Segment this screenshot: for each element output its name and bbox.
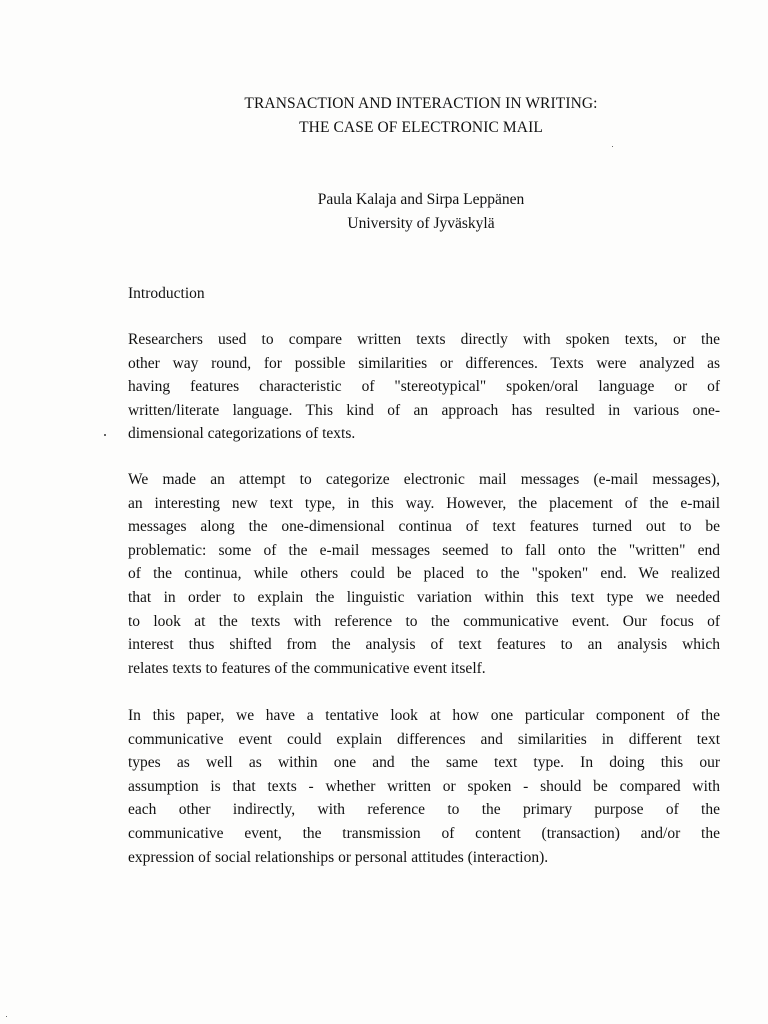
paragraph-line: In this paper, we have a tentative look at how one particular component of the [128,707,720,724]
paragraph-line: We made an attempt to categorize electronic mail messages (e-mail messages), [128,471,720,488]
paragraph-line: messages along the one-dimensional continua of text features turned out to be [128,518,720,536]
paragraph-line: having features characteristic of "stereotypical" spoken/oral language or of [128,378,720,396]
paragraph-line: assumption is that texts - whether written or spoken - should be compared with [128,777,720,795]
scan-speck [612,146,613,147]
paragraph-line: written/literate language. This kind of an approach has resulted in various one- [128,401,720,419]
paragraph-line: that in order to explain the linguistic variation within this text type we needed [128,588,720,606]
title-line-2: THE CASE OF ELECTRONIC MAIL [299,119,543,136]
paragraph-line: expression of social relationships or personal attitudes (interaction). [128,848,549,866]
paragraph-line: of the continua, while others could be placed to the "spoken" end. We realized [128,565,720,583]
author-affiliation: University of Jyväskylä [347,215,495,232]
paragraph-line: interest thus shifted from the analysis of text features to an analysis which [128,636,720,654]
author-names: Paula Kalaja and Sirpa Leppänen [317,191,525,208]
paragraph-line: an interesting new text type, in this way. However, the placement of the e-mail [128,494,720,512]
paragraph-line: communicative event, the transmission of content (transaction) and/or the [128,824,720,842]
scan-speck [104,434,106,436]
paragraph-line: each other indirectly, with reference to the primary purpose of the [128,801,720,819]
paragraph-line: problematic: some of the e-mail messages seemed to fall onto the "written" end [128,541,720,559]
paragraph-line: types as well as within one and the same text type. In doing this our [128,754,720,772]
author-block [0,188,768,236]
paragraph-1 [128,328,720,446]
scan-speck [6,1016,7,1017]
paragraph-3 [128,704,720,869]
paragraph-line: communicative event could explain differences and similarities in different text [128,730,720,748]
title-line-1: TRANSACTION AND INTERACTION IN WRITING: [244,95,598,112]
paragraph-line: other way round, for possible similarities or differences. Texts were analyzed as [128,354,720,372]
paragraph-line: relates texts to features of the communicative event itself. [128,659,486,677]
paragraph-line: dimensional categorizations of texts. [128,425,356,443]
paper-title [0,92,768,140]
section-heading: Introduction [128,285,205,302]
paragraph-2 [128,468,720,680]
paragraph-line: to look at the texts with reference to the communicative event. Our focus of [128,612,720,630]
paragraph-line: Researchers used to compare written texts directly with spoken texts, or the [128,331,720,348]
